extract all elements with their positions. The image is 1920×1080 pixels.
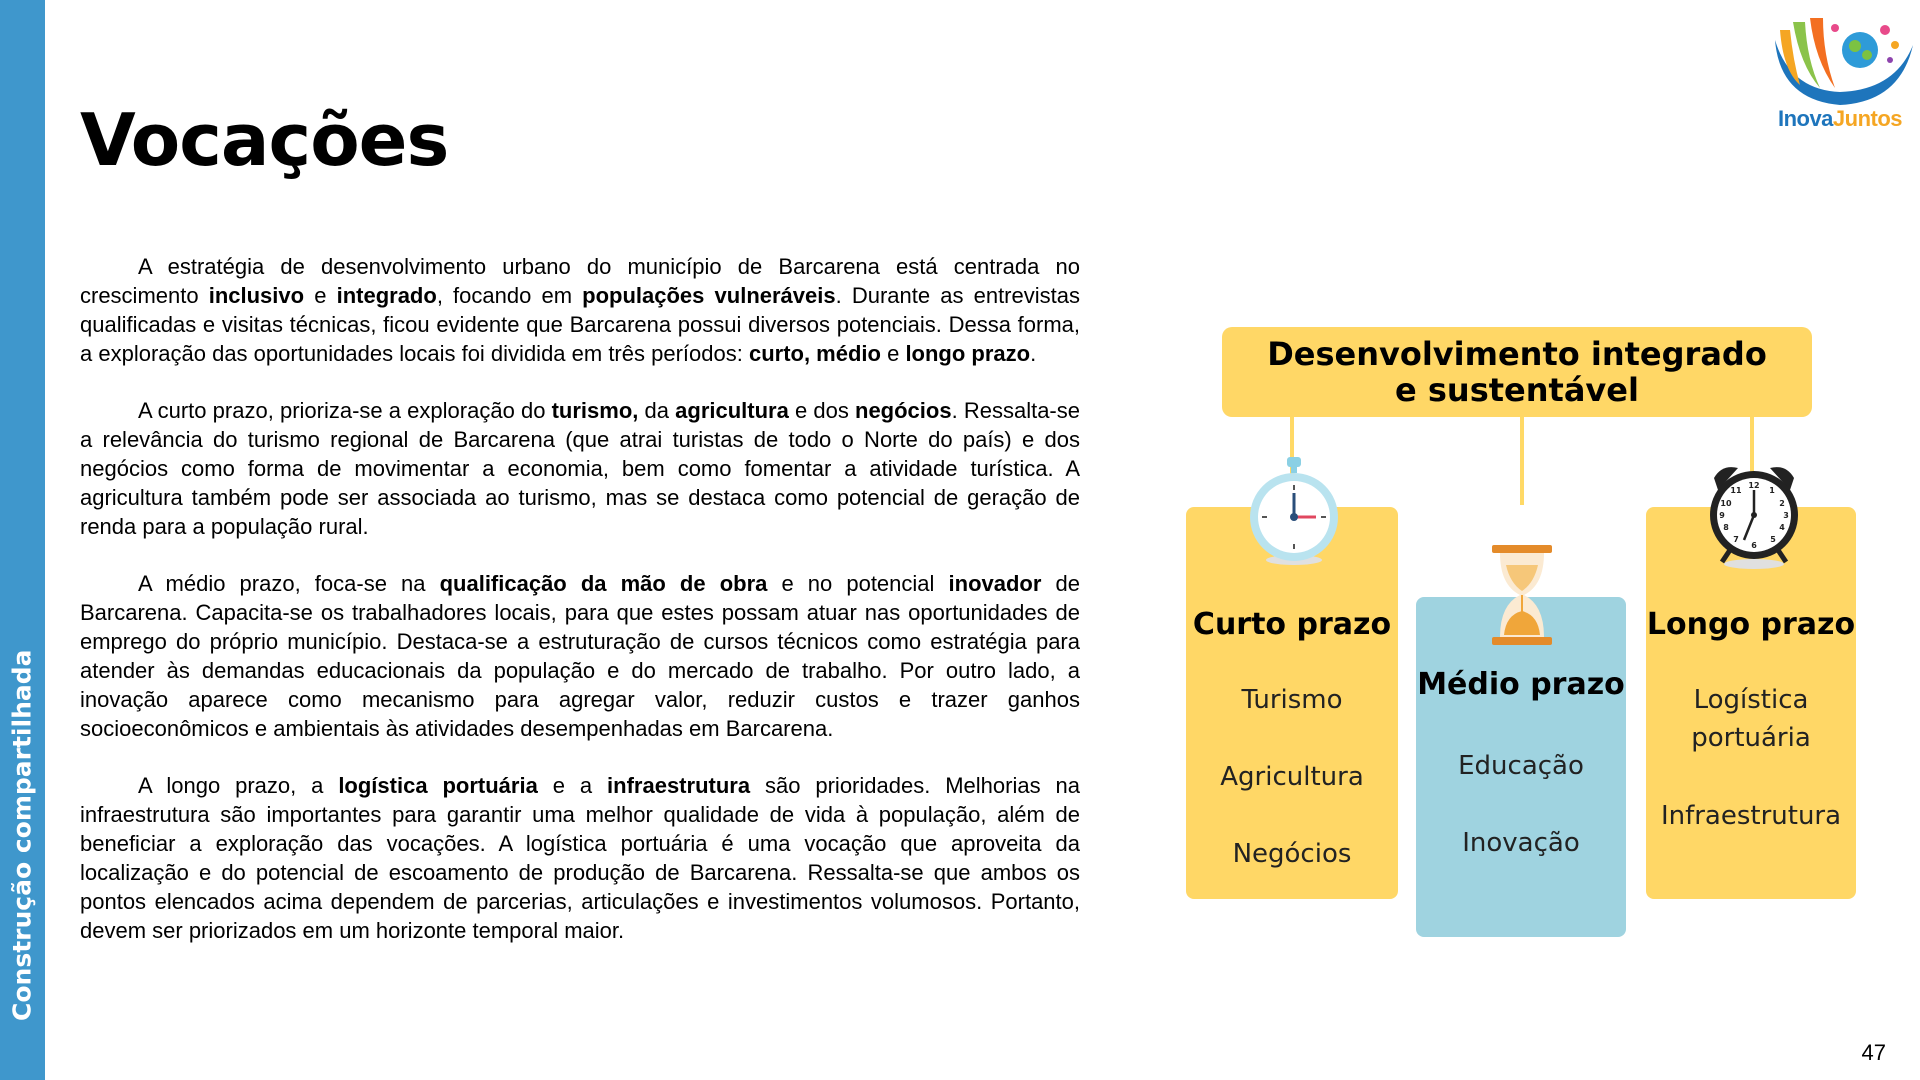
bold-text: inclusivo	[208, 283, 305, 308]
diagram-header	[1222, 327, 1812, 417]
stopwatch-icon	[1244, 455, 1344, 570]
svg-text:6: 6	[1751, 541, 1757, 550]
svg-text:7: 7	[1733, 535, 1739, 544]
column-item: Educação	[1458, 751, 1584, 781]
alarm-clock-icon	[1704, 460, 1804, 570]
hourglass-icon	[1490, 545, 1554, 645]
bold-text: curto, médio	[748, 341, 881, 366]
column-title: Curto prazo	[1192, 607, 1392, 642]
svg-text:2: 2	[1779, 499, 1785, 508]
column-item: Infraestrutura	[1660, 801, 1842, 831]
svg-text:4: 4	[1779, 523, 1785, 532]
column-medio-prazo	[1416, 597, 1626, 937]
text-span: . Durante as entrevistas qualificadas e visitas técnicas, ficou evidente que Barcarena possui diversos potenciais. Dessa forma, a exploração das oportunidades locais foi dividida em três períodos:	[80, 283, 1080, 366]
paragraph	[80, 569, 1080, 743]
svg-text:3: 3	[1783, 511, 1789, 520]
paragraph	[80, 252, 1080, 368]
bold-text: populações vulneráveis	[582, 283, 836, 308]
bold-text: logística portuária	[338, 773, 538, 798]
text-span: da	[638, 398, 676, 423]
text-span: . Ressalta-se a relevância do turismo regional de Barcarena (que atrai turistas de todo o Norte do país) e dos negócios como forma de movimentar a economia, bem como fomentar a atividade turística. A agricultura também pode ser associada ao turismo, mas se destaca como potencial de geração de renda para a população rural.	[80, 398, 1080, 539]
column-item: Turismo	[1241, 685, 1343, 715]
logo-text: InovaJuntos	[1777, 106, 1903, 131]
text-span: e	[880, 341, 906, 366]
bold-text: agricultura	[675, 398, 789, 423]
bold-text: integrado	[336, 283, 437, 308]
text-span: e no potencial	[767, 571, 949, 596]
column-item: Agricultura	[1220, 762, 1364, 792]
text-span: A estratégia de desenvolvimento urbano do município de Barcarena está centrada no crescimento	[80, 254, 1080, 308]
text-span: A médio prazo, foca-se na	[138, 571, 440, 596]
paragraph	[80, 771, 1080, 945]
text-span: A longo prazo, a	[138, 773, 339, 798]
bold-text: longo prazo	[905, 341, 1031, 366]
connector-line	[1520, 415, 1524, 505]
logo	[1765, 10, 1915, 138]
svg-text:8: 8	[1723, 523, 1729, 532]
bold-text: qualificação da mão de obra	[439, 571, 768, 596]
text-span: e dos	[788, 398, 855, 423]
diagram-header-text: Desenvolvimento integrado e sustentável	[1267, 335, 1767, 409]
svg-text:9: 9	[1719, 511, 1725, 520]
bold-text: turismo,	[551, 398, 639, 423]
text-span: .	[1030, 341, 1037, 366]
text-span: de Barcarena. Capacita-se os trabalhadores locais, para que estes possam atuar nas oportunidades de emprego do próprio município. Destaca-se a estruturação de cursos técnicos como estratégia para atender às demandas educacionais da população e do mercado de trabalho. Por outro lado, a inovação aparece como mecanismo para agregar valor, reduzir custos e trazer ganhos socioeconômicos e ambientais às atividades desempenhadas em Barcarena.	[80, 571, 1080, 741]
svg-text:5: 5	[1770, 535, 1776, 544]
text-span: e	[304, 283, 337, 308]
body-text	[80, 252, 1080, 973]
paragraph	[80, 396, 1080, 541]
bold-text: infraestrutura	[607, 773, 751, 798]
column-item: Inovação	[1462, 828, 1580, 858]
column-title: Médio prazo	[1417, 667, 1625, 702]
text-span: e a	[537, 773, 608, 798]
column-item: Negócios	[1232, 839, 1352, 869]
page-title: Vocações	[80, 98, 449, 182]
text-span: são prioridades. Melhorias na infraestrutura são importantes para garantir uma melhor qualidade de vida à população, além de beneficiar a exploração das vocações. A logística portuária é uma vocação que aproveita da localização e do potencial de escoamento de produção de Barcarena. Ressalta-se que ambos os pontos elencados acima dependem de parcerias, articulações e investimentos volumosos. Portanto, devem ser priorizados em um horizonte temporal maior.	[80, 773, 1080, 943]
svg-text:11: 11	[1730, 486, 1742, 495]
column-item: Logística portuária	[1691, 685, 1811, 753]
sidebar	[0, 0, 45, 1080]
sidebar-label: Construção compartilhada	[7, 649, 37, 1021]
text-span: , focando em	[436, 283, 583, 308]
logo-icon	[1765, 10, 1915, 110]
vocations-diagram	[1180, 325, 1860, 945]
text-span: A curto prazo, prioriza-se a exploração do	[138, 398, 552, 423]
column-title: Longo prazo	[1646, 607, 1856, 642]
page-number: 47	[1861, 1040, 1886, 1065]
bold-text: negócios	[855, 398, 952, 423]
bold-text: inovador	[948, 571, 1042, 596]
svg-text:12: 12	[1748, 481, 1760, 490]
svg-text:10: 10	[1720, 499, 1732, 508]
svg-text:1: 1	[1769, 486, 1775, 495]
